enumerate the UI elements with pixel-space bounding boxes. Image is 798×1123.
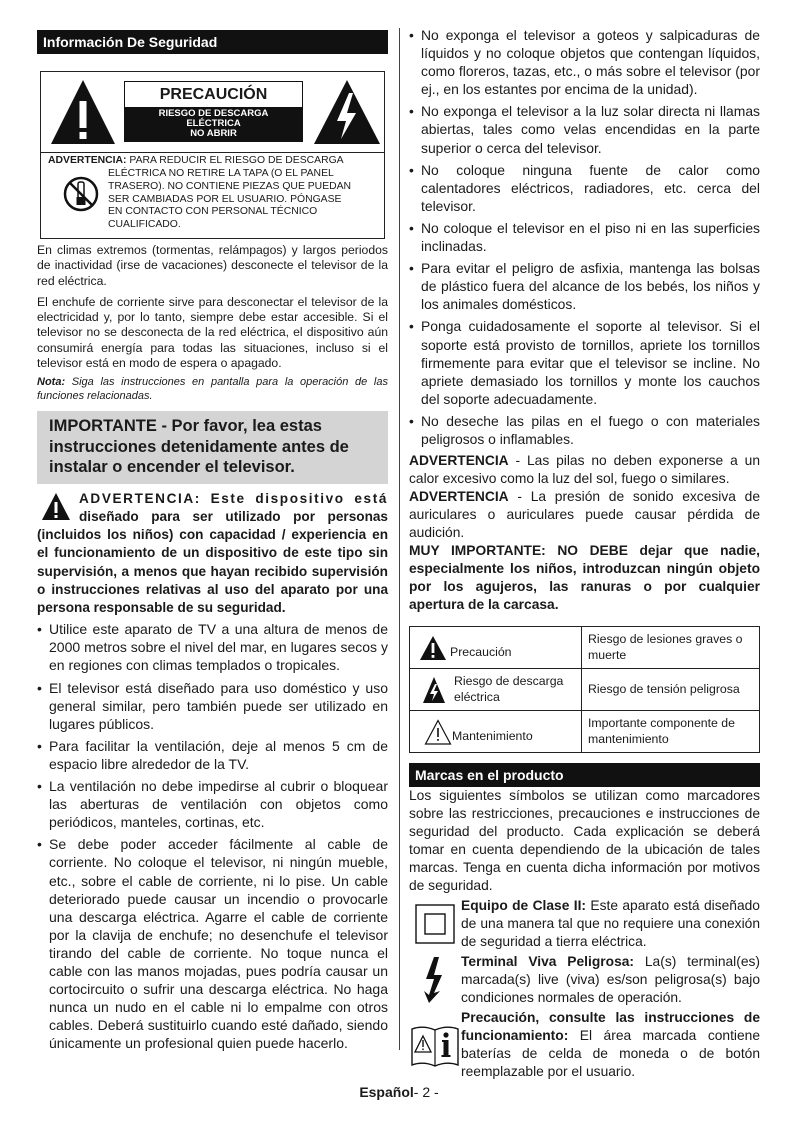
list-item: • Ponga cuidadosamente el soporte al televisor. Si el soporte está provisto de tornillos, apriete los tornillos firmemente para evitar que el televisor se incline. No apriete demasiado los tornillos y monte los cauchos del soporte adecuadamente. <box>409 317 760 407</box>
advertencia-headphones: ADVERTENCIA - La presión de sonido excesiva de auriculares o auriculares puede causar pérdida de audición. <box>409 489 760 541</box>
right-column <box>409 27 760 1081</box>
note-paragraph: Nota: Siga las instrucciones en pantalla para la operación de las funciones relacionadas. <box>37 376 388 403</box>
list-item: • Utilice este aparato de TV a una altura de menos de 2000 metros sobre el nivel del mar, en lugares secos y en regiones con climas templados o tropicales. <box>37 620 388 674</box>
symbol-legend-table <box>409 626 760 753</box>
mark-consult-instructions: Precaución, consulte las instrucciones de funcionamiento: El área marcada contiene baterías de celda de moneda o de botón reemplazable por el usuario. <box>409 1009 760 1081</box>
electric-shock-triangle-icon <box>422 676 446 704</box>
left-column <box>37 30 388 1056</box>
list-item: • No coloque el televisor en el piso ni en las superficies inclinadas. <box>409 219 760 255</box>
table-row: Precaución Riesgo de lesiones graves o muerte <box>410 627 760 669</box>
list-item: • El televisor está diseñado para uso doméstico y uso general similar, pero también puede ser utilizado en lugares públicos. <box>37 679 388 733</box>
column-divider <box>399 28 400 1050</box>
list-item: • Para facilitar la ventilación, deje al menos 5 cm de espacio libre alrededor de la TV. <box>37 737 388 773</box>
section-title-safety: Información De Seguridad <box>37 30 388 54</box>
mark-class-ii: Equipo de Clase II: Este aparato está diseñado de una manera tal que no requiere una conexión de seguridad a tierra eléctrica. <box>409 897 760 951</box>
section-title-marks: Marcas en el producto <box>409 763 760 787</box>
class-ii-double-square-icon <box>414 903 456 945</box>
maintenance-triangle-icon <box>424 719 452 745</box>
list-item: • No exponga el televisor a la luz solar directa ni llamas abiertas, tales como velas encendidas en la parte superior o cerca del televisor. <box>409 102 760 156</box>
left-bullet-list <box>37 620 388 1052</box>
paragraph-climate: En climas extremos (tormentas, relámpagos) y largos periodos de inactividad (irse de vacaciones) desconecte el televisor de la red eléctrica. <box>37 243 388 288</box>
table-row: Riesgo de descarga eléctrica Riesgo de tensión peligrosa <box>410 669 760 711</box>
caution-label <box>124 81 303 142</box>
list-item: • No coloque ninguna fuente de calor como calentadores eléctricos, radiadores, etc. cerca del televisor. <box>409 161 760 215</box>
caution-triangle-icon <box>48 77 118 147</box>
important-banner: IMPORTANTE - Por favor, lea estas instrucciones detenidamente antes de instalar o encender el televisor. <box>37 411 388 484</box>
right-bullet-list <box>409 26 760 448</box>
list-item: • Para evitar el peligro de asfixia, mantenga las bolsas de plástico fuera del alcance de los bebés, los niños y los animales domésticos. <box>409 259 760 313</box>
consult-manual-icon <box>409 1021 461 1069</box>
list-item: • La ventilación no debe impedirse al cubrir o bloquear las aberturas de ventilación con objetos como periódicos, manteles, cortinas, etc. <box>37 777 388 831</box>
marks-intro-paragraph: Los siguientes símbolos se utilizan como marcadores sobre las restricciones, precauciones e instrucciones de seguridad del producto. Cada explicación se deberá tomar en cuenta dependiendo de la ubicación de tales marcas. Tenga en cuenta dicha información por motivos de seguridad. <box>409 788 760 894</box>
muy-importante-paragraph: MUY IMPORTANTE: NO DEBE dejar que nadie, especialmente los niños, introduzcan ningún objeto por los agujeros, las ranuras o por cualquier apertura de la carcasa. <box>409 543 760 613</box>
warning-triangle-icon <box>41 492 71 522</box>
caution-subtitle: RIESGO DE DESCARGA ELÉCTRICA NO ABRIR <box>125 107 302 141</box>
mark-live-terminal: Terminal Viva Peligrosa: La(s) terminal(es) marcada(s) live (viva) es/son peligrosa(s) bajo condiciones normales de operación. <box>409 953 760 1007</box>
list-item: • No exponga el televisor a goteos y salpicaduras de líquidos y no coloque objetos que contengan líquidos, como floreros, tazas, etc., o más sobre el televisor (por ej., en los estantes por encima de la unidad). <box>409 26 760 98</box>
caution-divider <box>41 152 384 153</box>
advertencia-batteries: ADVERTENCIA - Las pilas no deben exponerse a un calor excesivo como la luz del sol, fuego o similares. <box>409 453 760 487</box>
table-row: Mantenimiento Importante componente de mantenimiento <box>410 711 760 753</box>
paragraph-plug: El enchufe de corriente sirve para desconectar el televisor de la electricidad y, por lo tanto, siempre debe estar accesible. Si el televisor no se desconecta de la red eléctrica, el dispositivo aún consumirá energía para todas las situaciones, incluso si el televisor está en modo de espera o apagado. <box>37 294 388 371</box>
caution-box <box>40 71 385 239</box>
warning-text: ELÉCTRICA NO RETIRE LA TAPA (O EL PANEL TRASERO). NO CONTIENE PIEZAS QUE PUEDAN SER CAMBIADAS POR EL USUARIO. PÓNGASE EN CONTACTO CON PERSONAL TÉCNICO CUALIFICADO. <box>108 168 352 231</box>
caution-triangle-icon <box>419 635 447 661</box>
warning-first-line: ADVERTENCIA: PARA REDUCIR EL RIESGO DE DESCARGA <box>48 155 344 166</box>
caution-title: PRECAUCIÓN <box>159 86 268 103</box>
no-disassembly-icon <box>63 176 99 212</box>
list-item: • No deseche las pilas en el fuego o con materiales peligrosos o inflamables. <box>409 412 760 448</box>
electric-shock-triangle-icon <box>311 77 383 147</box>
advertencia-paragraph: ADVERTENCIA: Este dispositivo está diseñado para ser utilizado por personas (incluidos los niños) con capacidad / experiencia en el funcionamiento de un dispositivo de este tipo sin supervisión, a menos que hayan recibido supervisión o instrucciones relativas al uso del aparato por una persona responsable de su seguridad. <box>37 490 388 616</box>
list-item: • Se debe poder acceder fácilmente al cable de corriente. No coloque el televisor, ni ningún mueble, etc., sobre el cable de corriente, ni lo pise. Un cable deteriorado puede causar un incendio o provocarle una descarga eléctrica. Agarre el cable de corriente por la clavija de enchufe; no desenchufe el televisor tirando del cable de corriente. No toque nunca el cable con las manos mojadas, pues podría causar un cortocircuito o sufrir una descarga eléctrica. No haga nunca un nudo en el cable ni lo empalme con otros cables. Deberá sustituirlo cuando esté dañado, siendo únicamente un profesional quien puede hacerlo. <box>37 835 388 1052</box>
lightning-bolt-icon <box>420 955 450 1005</box>
page-footer: Español- 2 - <box>359 1084 439 1100</box>
